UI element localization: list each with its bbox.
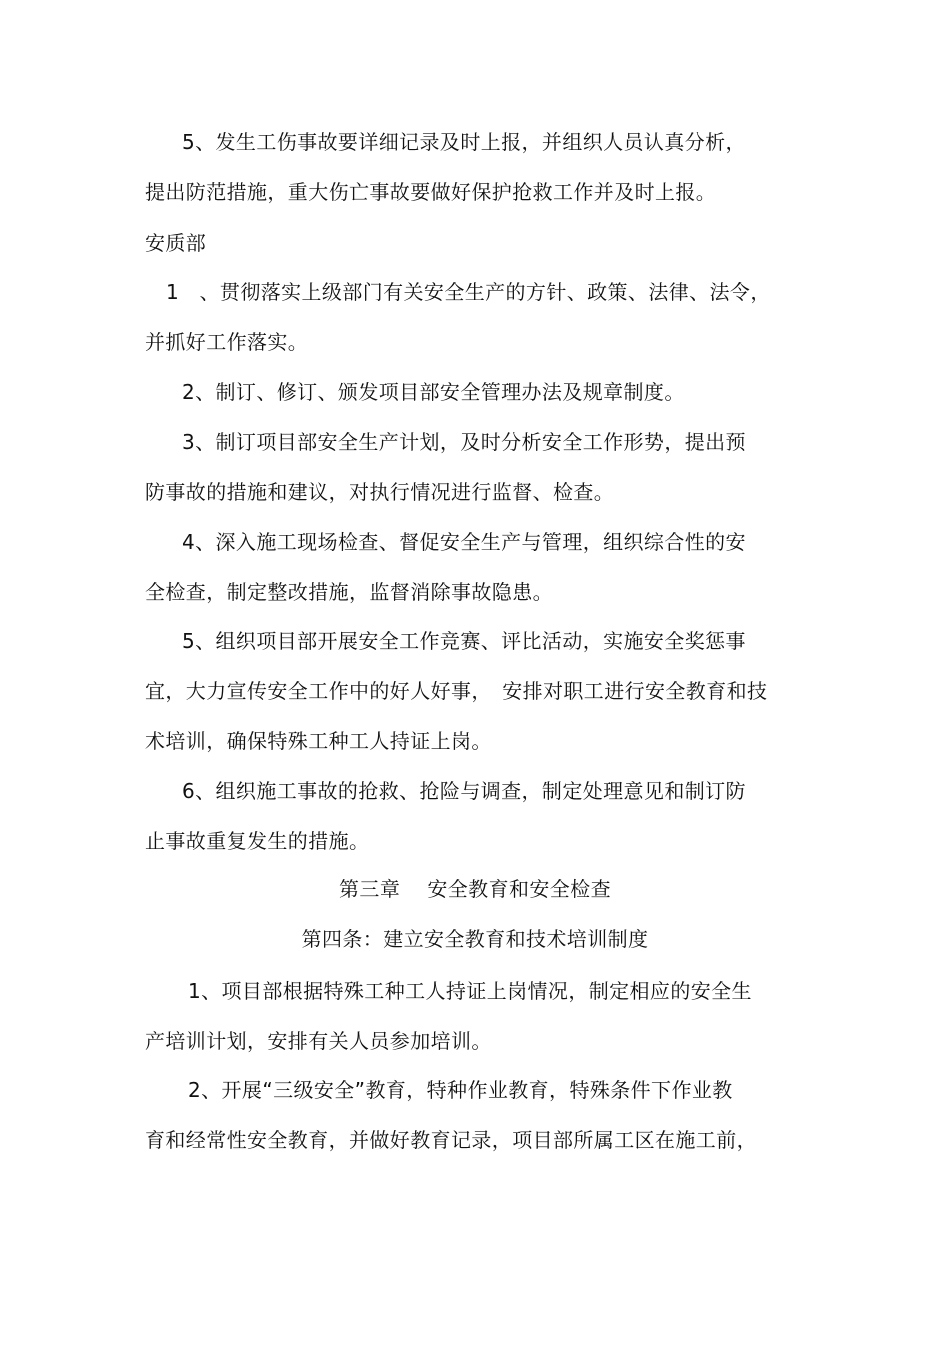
paragraph-line: 2、开展“三级安全”教育，特种作业教育，特殊条件下作业教 [188, 1078, 733, 1102]
paragraph-line: 1、项目部根据特殊工种工人持证上岗情况，制定相应的安全生 [188, 979, 752, 1003]
paragraph-line: 4、深入施工现场检查、督促安全生产与管理，组织综合性的安 [182, 530, 746, 554]
section-heading: 安质部 [145, 231, 207, 255]
paragraph-line: 5、组织项目部开展安全工作竞赛、评比活动，实施安全奖惩事 [182, 629, 746, 653]
paragraph-line: 1 、贯彻落实上级部门有关安全生产的方针、政策、法律、法令， [166, 280, 771, 304]
paragraph-line: 6、组织施工事故的抢救、抢险与调查，制定处理意见和制订防 [182, 779, 746, 803]
paragraph-line: 3、制订项目部安全生产计划，及时分析安全工作形势，提出预 [182, 430, 746, 454]
paragraph-line: 止事故重复发生的措施。 [145, 829, 370, 853]
paragraph-line: 5、发生工伤事故要详细记录及时上报，并组织人员认真分析， [182, 130, 746, 154]
paragraph-line: 2、制订、修订、颁发项目部安全管理办法及规章制度。 [182, 380, 685, 404]
paragraph-line: 并抓好工作落实。 [145, 330, 309, 354]
paragraph-line: 宜，大力宣传安全工作中的好人好事， 安排对职工进行安全教育和技 [145, 679, 768, 703]
paragraph-line: 提出防范措施，重大伤亡事故要做好保护抢救工作并及时上报。 [145, 180, 717, 204]
paragraph-line: 产培训计划，安排有关人员参加培训。 [145, 1029, 492, 1053]
paragraph-line: 育和经常性安全教育，并做好教育记录，项目部所属工区在施工前， [145, 1128, 757, 1152]
paragraph-line: 术培训，确保特殊工种工人持证上岗。 [145, 729, 492, 753]
chapter-title: 第三章 安全教育和安全检查 [339, 877, 611, 901]
paragraph-line: 防事故的措施和建议，对执行情况进行监督、检查。 [145, 480, 615, 504]
paragraph-line: 全检查，制定整改措施，监督消除事故隐患。 [145, 580, 553, 604]
article-title: 第四条：建立安全教育和技术培训制度 [301, 927, 649, 951]
